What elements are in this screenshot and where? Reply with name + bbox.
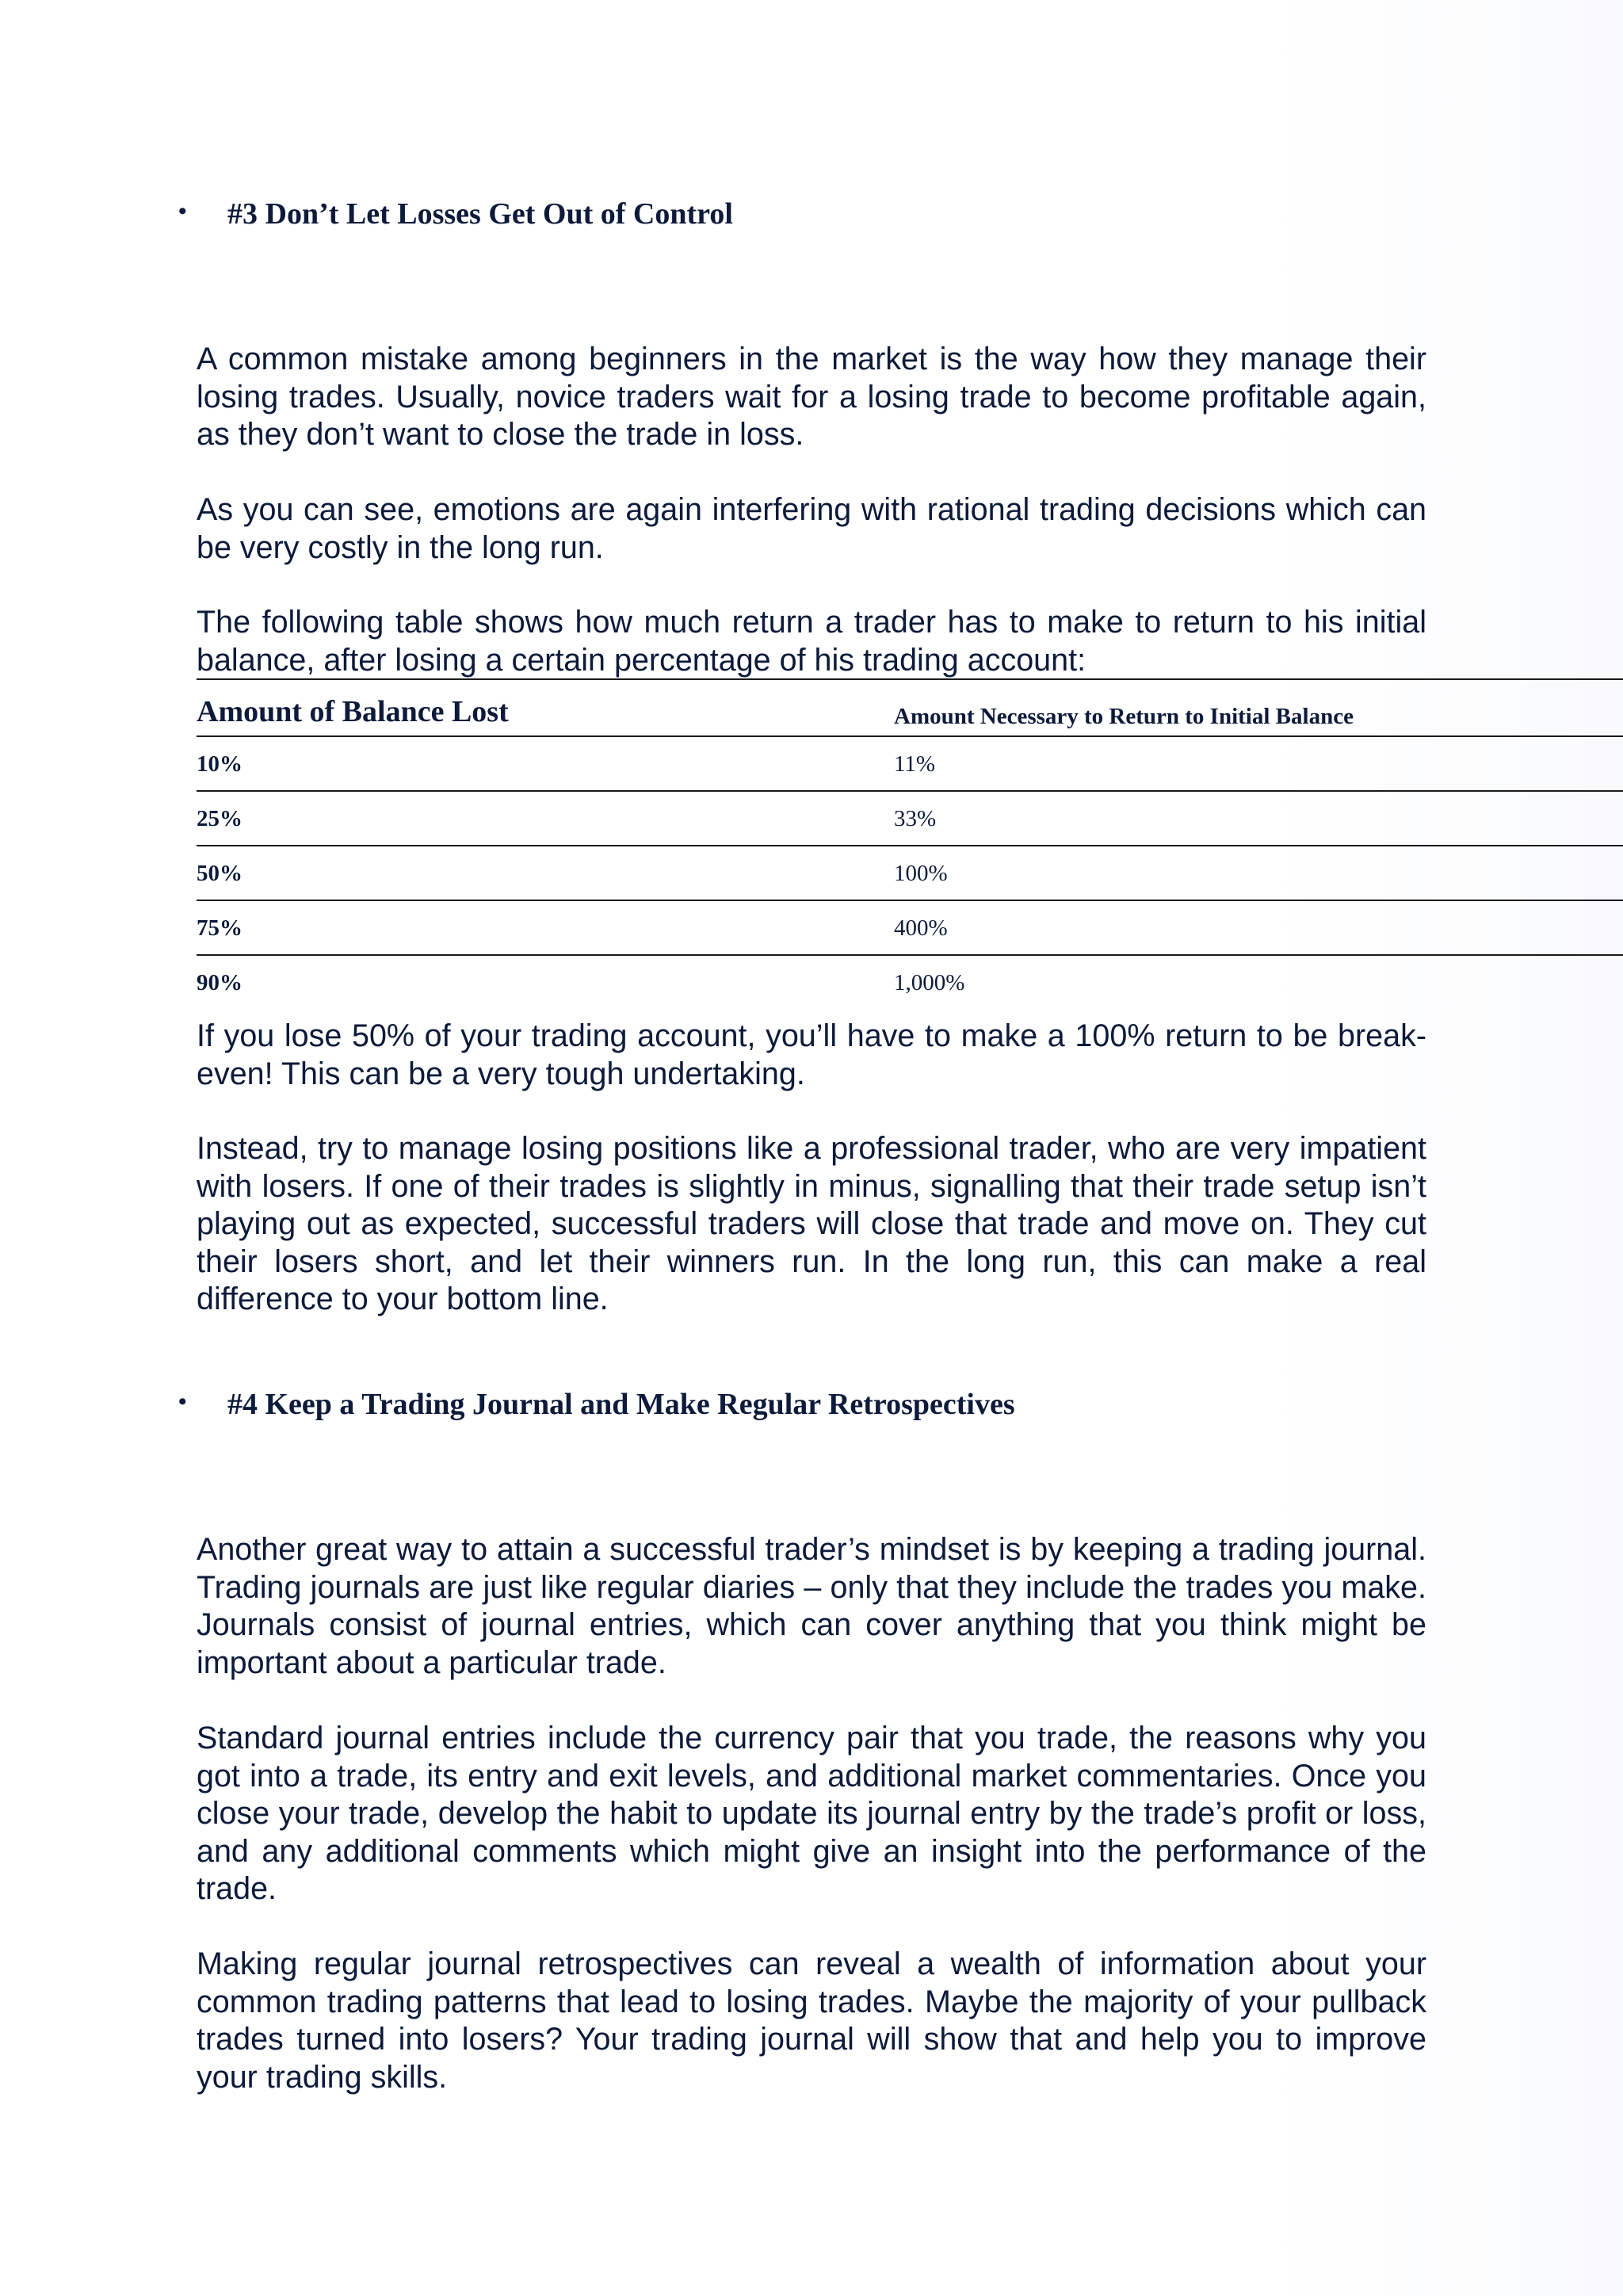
cell-return-needed: 11% — [894, 751, 936, 777]
cell-return-needed: 100% — [894, 861, 948, 886]
paragraph-table-intro: The following table shows how much return a trader has to make to return to his initial balance, after losing a certain percentage of his trading account: — [197, 605, 1426, 678]
paragraph-retrospectives: Making regular journal retrospectives can reveal a wealth of information about your common trading patterns that lead to losing trades. Maybe the majority of your pullback trades turned into losers? Your trading journal will show that and help you to improve your trading skills. — [197, 1946, 1426, 2095]
table-rule — [197, 900, 1623, 901]
paragraph-manage-losers: Instead, try to manage losing positions like a professional trader, who are very impatient with losers. If one of their trades is slightly in minus, signalling that their trade setup isn’t playing out as expected, successful traders will close that trade and move on. They cut their losers short, and let their winners run. In the long run, this can make a real difference to your bottom line. — [197, 1131, 1426, 1316]
table-rule — [197, 954, 1623, 956]
column-header-balance-lost: Amount of Balance Lost — [197, 695, 509, 728]
paragraph-common-mistake: A common mistake among beginners in the market is the way how they manage their losing trades. Usually, novice traders wait for a losing trade to become profitable again, as they don’t want to close the trade in loss. — [197, 342, 1426, 452]
paragraph-emotions: As you can see, emotions are again interfering with rational trading decisions which can be very costly in the long run. — [197, 492, 1426, 565]
bullet-icon: • — [178, 1389, 187, 1415]
column-header-return-needed: Amount Necessary to Return to Initial Balance — [894, 704, 1354, 729]
cell-balance-lost: 10% — [197, 751, 242, 777]
cell-return-needed: 1,000% — [894, 970, 965, 995]
heading-text: #4 Keep a Trading Journal and Make Regular Retrospectives — [227, 1388, 1015, 1421]
heading-text: #3 Don’t Let Losses Get Out of Control — [227, 197, 733, 231]
table-rule — [197, 678, 1623, 680]
paragraph-journal-entries: Standard journal entries include the currency pair that you trade, the reasons why you got into a trade, its entry and exit levels, and additional market commentaries. Once you close your trade, develop the habit to update its journal entry by the trade’s profit or loss, and any additional comments which might give an insight into the performance of the trade. — [197, 1721, 1426, 1906]
cell-balance-lost: 90% — [197, 970, 242, 995]
cell-return-needed: 400% — [894, 915, 948, 941]
bullet-icon: • — [178, 198, 187, 224]
cell-balance-lost: 75% — [197, 915, 242, 941]
paragraph-break-even: If you lose 50% of your trading account, you’ll have to make a 100% return to be break-even! This can be a very tough undertaking. — [197, 1018, 1426, 1091]
paragraph-trading-journal: Another great way to attain a successful trader’s mindset is by keeping a trading journal. Trading journals are just like regular diaries – only that they include the trades you make. Journals consist of journal entries, which can cover anything that you think might be important about a particular trade. — [197, 1532, 1426, 1680]
table-rule — [197, 845, 1623, 846]
table-rule — [197, 790, 1623, 792]
cell-balance-lost: 50% — [197, 861, 242, 886]
cell-balance-lost: 25% — [197, 806, 242, 831]
table-rule — [197, 735, 1623, 737]
cell-return-needed: 33% — [894, 806, 937, 831]
